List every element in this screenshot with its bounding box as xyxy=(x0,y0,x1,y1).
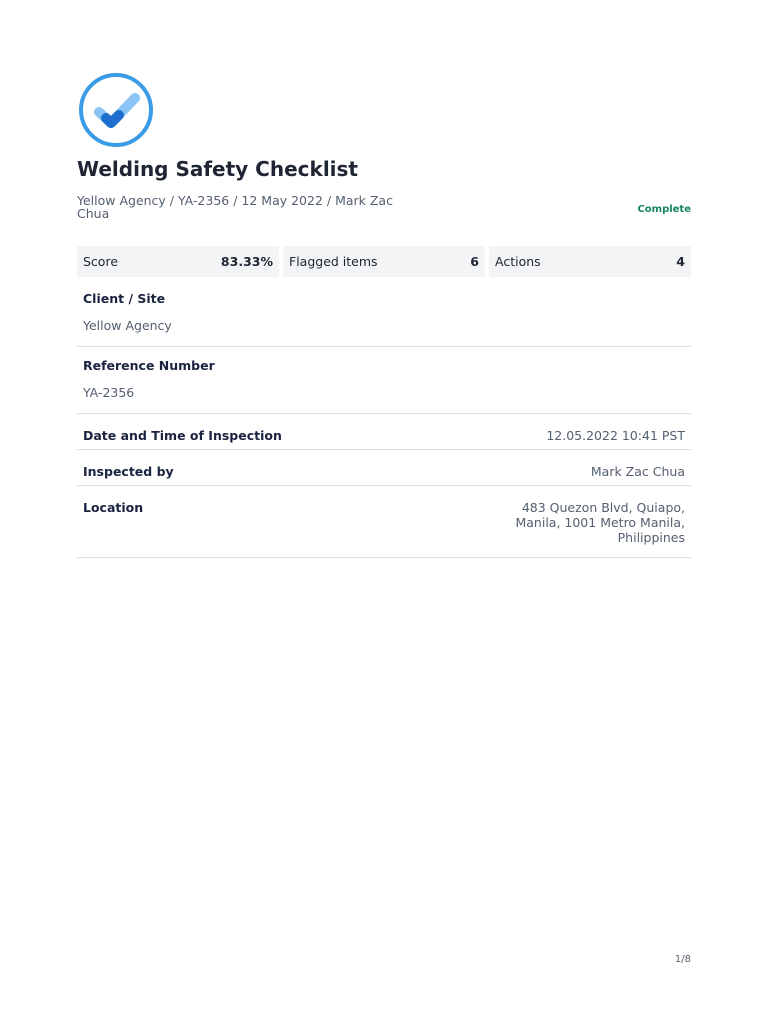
score-label: Score xyxy=(83,254,119,269)
score-cell xyxy=(77,246,279,277)
reference-number-row xyxy=(77,347,691,414)
location-value: 483 Quezon Blvd, Quiapo, Manila, 1001 Metro Manila, Philippines xyxy=(515,500,685,545)
actions-value: 4 xyxy=(676,254,685,269)
reference-number-value: YA-2356 xyxy=(83,385,135,400)
actions-label: Actions xyxy=(495,254,541,269)
flagged-items-value: 6 xyxy=(470,254,479,269)
page-title: Welding Safety Checklist xyxy=(77,157,358,181)
check-circle-icon xyxy=(77,72,155,148)
client-site-row xyxy=(77,280,691,347)
page-number: 1/8 xyxy=(674,954,691,965)
report-breadcrumb: Yellow Agency / YA-2356 / 12 May 2022 / Mark Zac Chua xyxy=(77,193,393,221)
flagged-items-label: Flagged items xyxy=(289,254,378,269)
client-site-value: Yellow Agency xyxy=(83,318,172,333)
flagged-items-cell xyxy=(283,246,485,277)
inspection-date-row xyxy=(77,414,691,450)
actions-cell xyxy=(489,246,691,277)
score-value: 83.33% xyxy=(220,254,273,269)
client-site-label: Client / Site xyxy=(83,291,166,306)
inspection-details xyxy=(77,280,691,558)
inspection-date-label: Date and Time of Inspection xyxy=(83,428,282,443)
status-badge: Complete xyxy=(637,204,691,215)
location-label: Location xyxy=(83,500,144,515)
inspected-by-label: Inspected by xyxy=(83,464,174,479)
summary-bar xyxy=(77,246,691,277)
inspection-date-value: 12.05.2022 10:41 PST xyxy=(546,428,685,443)
inspected-by-value: Mark Zac Chua xyxy=(590,464,685,479)
location-row xyxy=(77,486,691,558)
reference-number-label: Reference Number xyxy=(83,358,215,373)
inspected-by-row xyxy=(77,450,691,486)
